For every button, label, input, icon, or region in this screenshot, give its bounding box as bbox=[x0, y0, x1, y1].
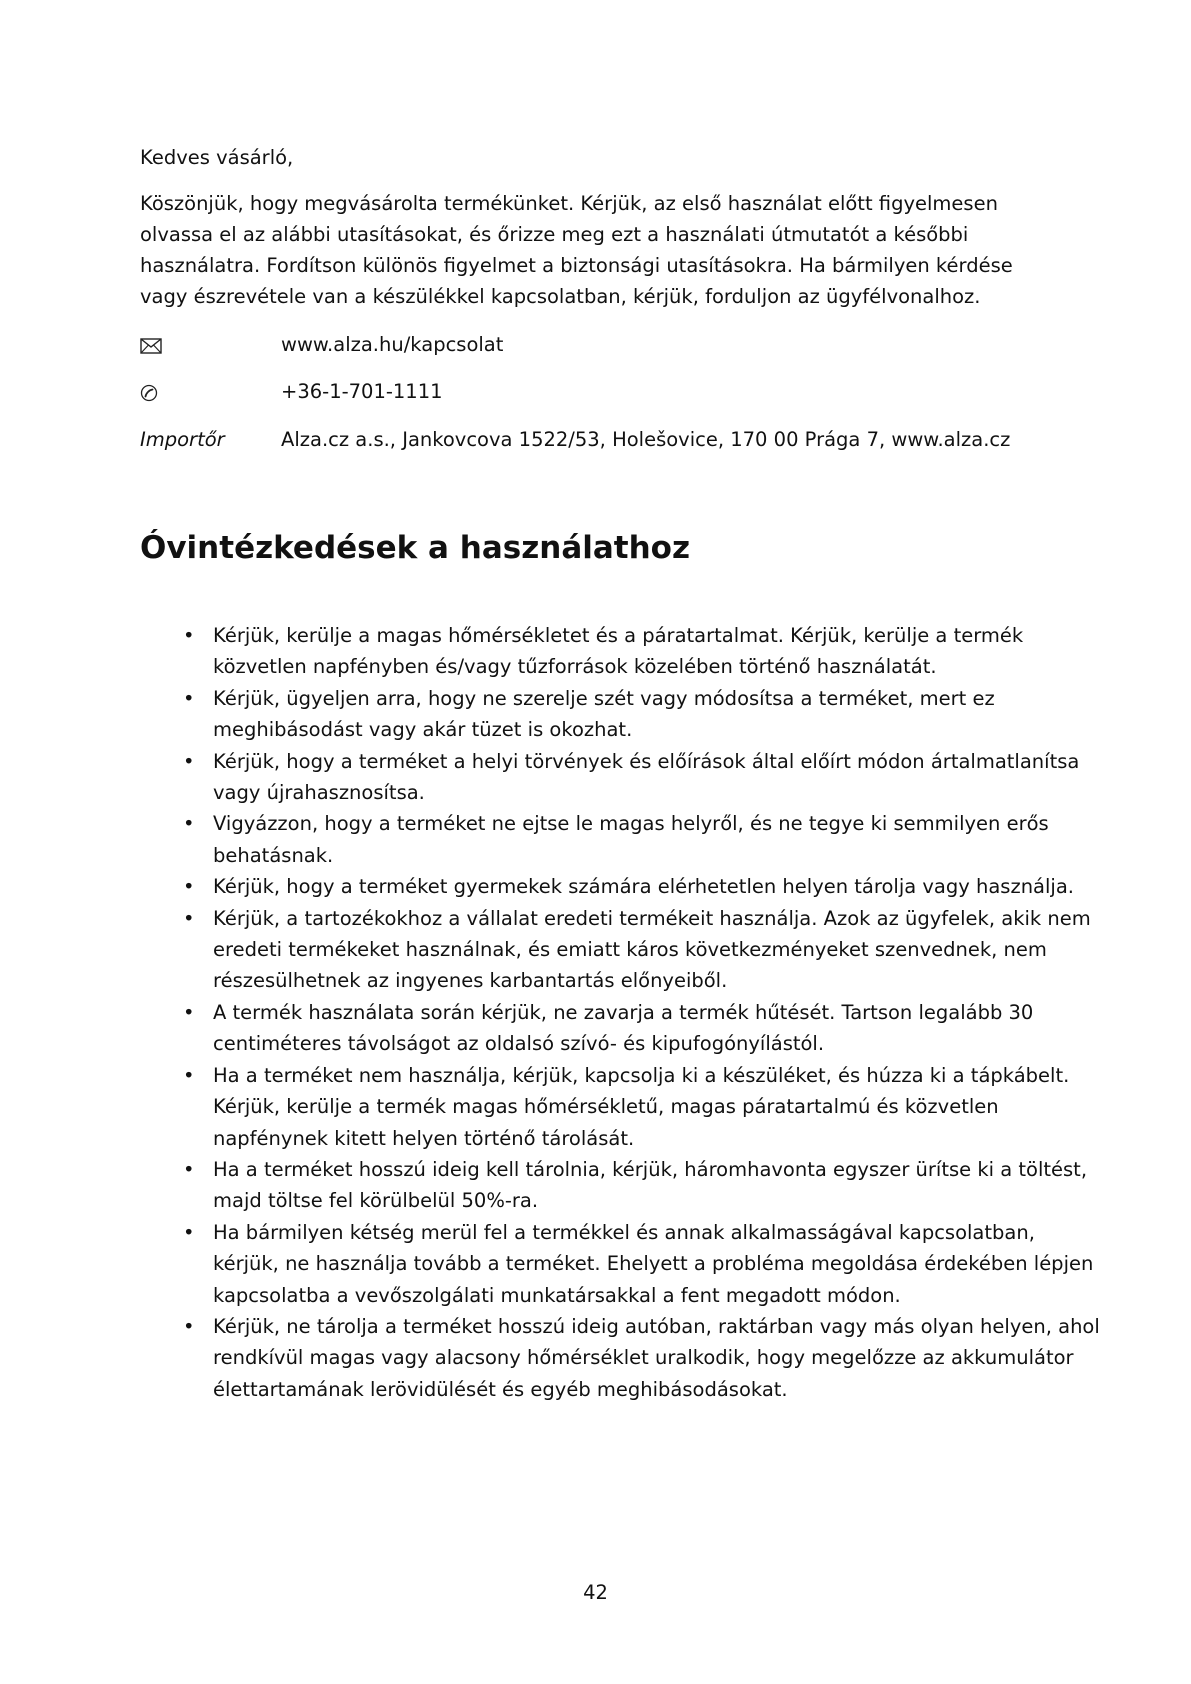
contact-email-value[interactable]: www.alza.hu/kapcsolat bbox=[281, 333, 504, 356]
list-item bbox=[140, 1217, 1100, 1311]
list-item bbox=[140, 1060, 1100, 1154]
list-item bbox=[140, 871, 1100, 902]
bullet-icon: • bbox=[183, 875, 195, 899]
importer-value: Alza.cz a.s., Jankovcova 1522/53, Holešovice, 170 00 Prága 7, www.alza.cz bbox=[281, 428, 1011, 451]
bullet-icon: • bbox=[183, 1157, 195, 1181]
bullet-icon: • bbox=[183, 1220, 195, 1244]
list-item-text: Kérjük, ne tárolja a terméket hosszú ideig autóban, raktárban vagy más olyan helyen, ahol rendkívül magas vagy alacsony hőmérséklet uralkodik, hogy megelőzze az akkumulátor élettartamának lerövidülését és egyéb meghibásodásokat. bbox=[213, 1314, 1100, 1401]
list-item bbox=[140, 1154, 1100, 1217]
list-item-text: Ha a terméket nem használja, kérjük, kapcsolja ki a készüléket, és húzza ki a tápkábelt. Kérjük, kerülje a termék magas hőmérsékletű, magas páratartalmú és közvetlen napfénynek kitett helyen történő tárolását. bbox=[213, 1063, 1070, 1150]
list-item-text: Kérjük, kerülje a magas hőmérsékletet és a páratartalmat. Kérjük, kerülje a termék közvetlen napfényben és/vagy tűzforrások közelében történő használatát. bbox=[213, 624, 1024, 679]
envelope-icon bbox=[140, 329, 270, 360]
precautions-list bbox=[140, 620, 1100, 1405]
list-item bbox=[140, 903, 1100, 997]
bullet-icon: • bbox=[183, 749, 195, 773]
contact-email-row bbox=[140, 329, 1040, 360]
bullet-icon: • bbox=[183, 1063, 195, 1087]
importer-label: Importőr bbox=[140, 428, 225, 451]
list-item bbox=[140, 1311, 1100, 1405]
list-item-text: Kérjük, ügyeljen arra, hogy ne szerelje szét vagy módosítsa a terméket, mert ez meghibásodást vagy akár tüzet is okozhat. bbox=[213, 686, 995, 742]
list-item bbox=[140, 683, 1100, 746]
bullet-icon: • bbox=[183, 624, 195, 647]
greeting: Kedves vásárló, bbox=[140, 146, 294, 169]
list-item bbox=[140, 808, 1100, 871]
bullet-icon: • bbox=[183, 1000, 195, 1024]
list-item-text: Kérjük, a tartozékokhoz a vállalat eredeti termékeit használja. Azok az ügyfelek, akik nem eredeti termékeket használnak, és emiatt káros következményeket szenvednek, nem részesülhetnek az ingyenes karbantartás előnyeiből. bbox=[213, 906, 1091, 993]
section-title: Óvintézkedések a használathoz bbox=[140, 530, 691, 566]
bullet-icon: • bbox=[183, 812, 195, 836]
list-item bbox=[140, 997, 1100, 1060]
phone-icon bbox=[140, 376, 270, 407]
list-item bbox=[140, 620, 1100, 683]
intro-paragraph: Köszönjük, hogy megvásárolta termékünket. Kérjük, az első használat előtt figyelmesen olvassa el az alábbi utasításokat, és őrizze meg ezt a használati útmutatót a későbbi használatra. Fordítson különös figyelmet a biztonsági utasításokra. Ha bármilyen kérdése vagy észrevétele van a készülékkel kapcsolatban, kérjük, forduljon az ügyfélvonalhoz. bbox=[140, 192, 1013, 308]
list-item-text: Vigyázzon, hogy a terméket ne ejtse le magas helyről, és ne tegye ki semmilyen erős behatásnak. bbox=[213, 812, 1049, 867]
list-item-text: Ha a terméket hosszú ideig kell tárolnia, kérjük, háromhavonta egyszer ürítse ki a töltést, majd töltse fel körülbelül 50%-ra. bbox=[213, 1157, 1088, 1213]
contact-phone-value[interactable]: +36-1-701-1111 bbox=[281, 380, 443, 403]
bullet-icon: • bbox=[183, 1314, 195, 1338]
bullet-icon: • bbox=[183, 906, 195, 930]
page-number: 42 bbox=[583, 1581, 608, 1604]
list-item-text: Ha bármilyen kétség merül fel a termékkel és annak alkalmasságával kapcsolatban, kérjük, ne használja tovább a terméket. Ehelyett a probléma megoldása érdekében lépjen kapcsolatba a vevőszolgálati munkatársakkal a fent megadott módon. bbox=[213, 1220, 1094, 1307]
list-item-text: Kérjük, hogy a terméket gyermekek számára elérhetetlen helyen tárolja vagy használja. bbox=[213, 875, 1074, 899]
list-item-text: A termék használata során kérjük, ne zavarja a termék hűtését. Tartson legalább 30 centiméteres távolságot az oldalsó szívó- és kipufogónyílástól. bbox=[213, 1000, 1034, 1056]
list-item-text: Kérjük, hogy a terméket a helyi törvények és előírások által előírt módon ártalmatlanítsa vagy újrahasznosítsa. bbox=[213, 749, 1080, 805]
list-item bbox=[140, 746, 1100, 809]
contact-importer-row bbox=[140, 424, 1040, 455]
bullet-icon: • bbox=[183, 686, 195, 710]
contact-phone-row bbox=[140, 376, 1040, 407]
